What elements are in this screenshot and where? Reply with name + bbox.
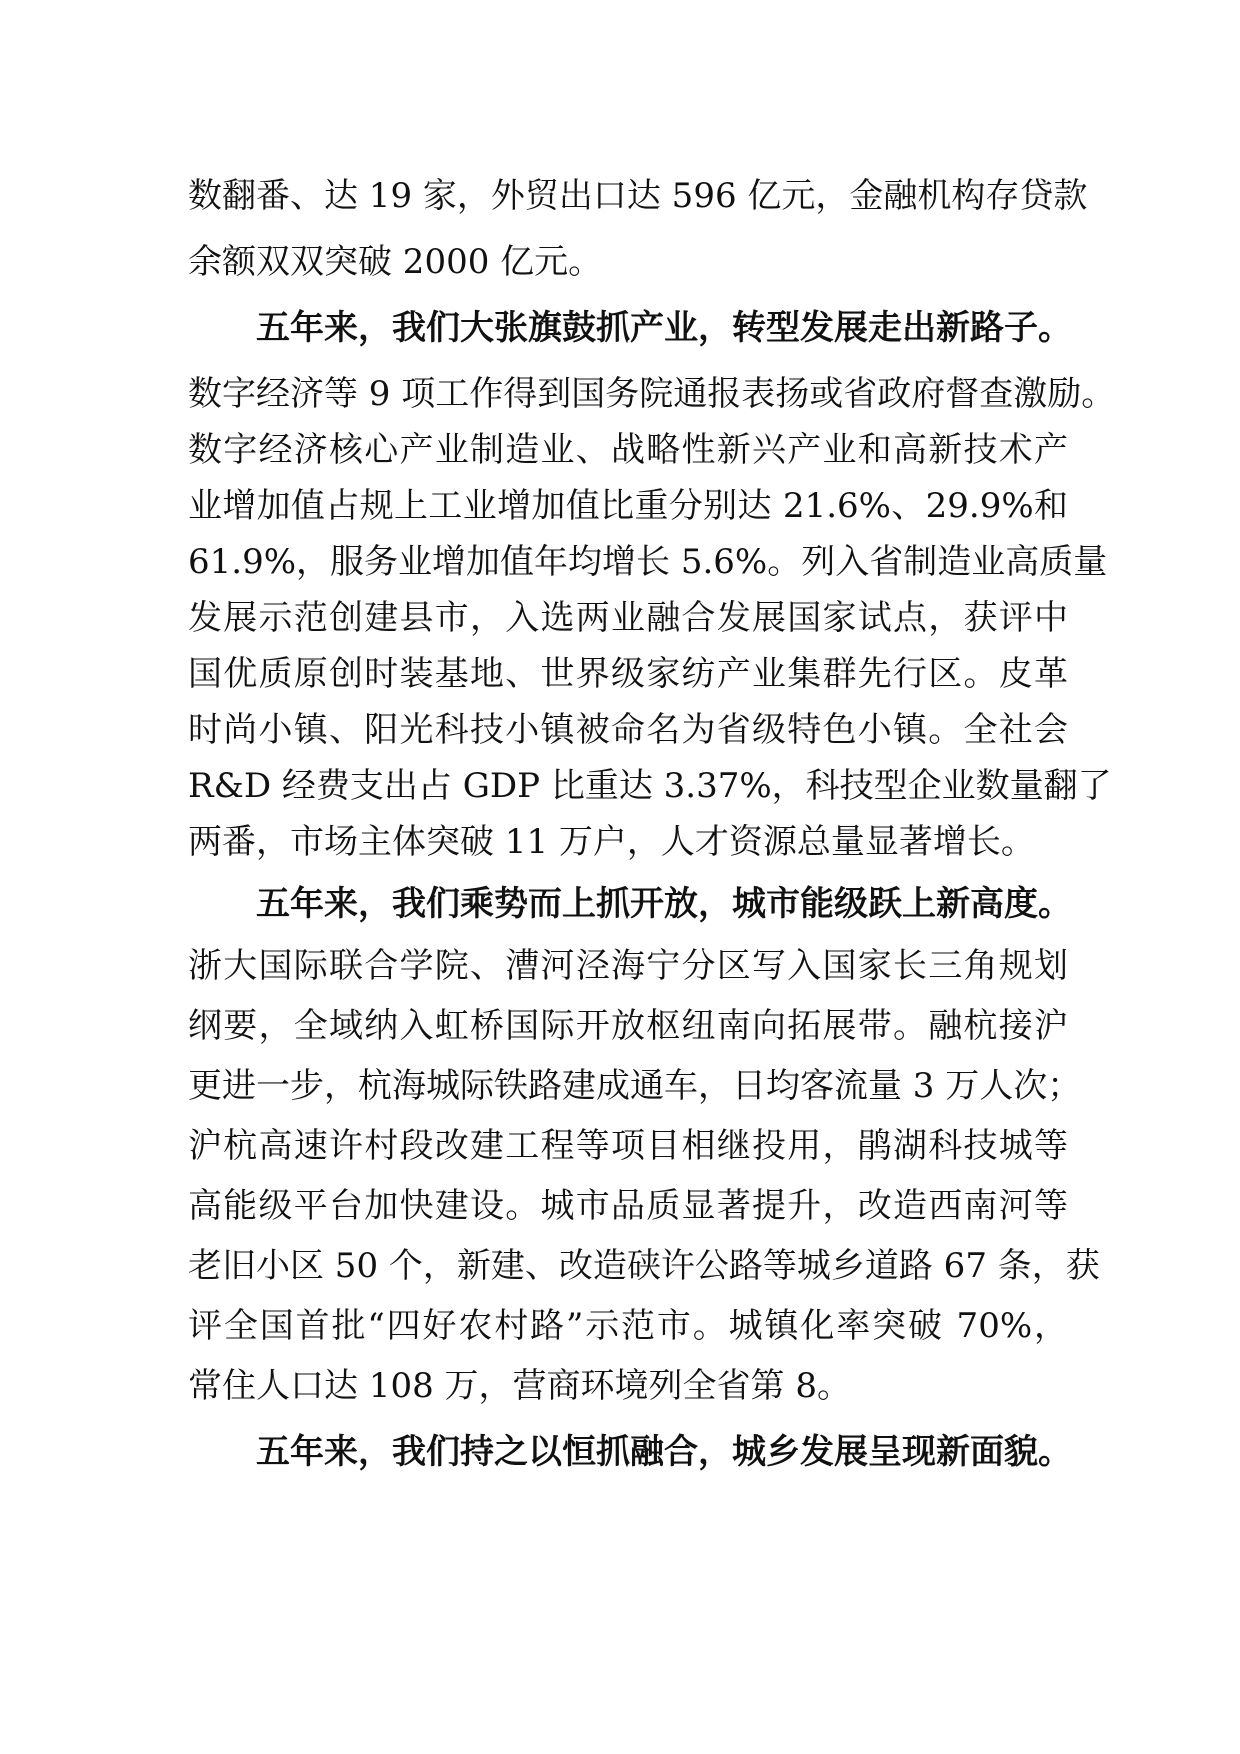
body-line: 老旧小区 50 个，新建、改造硖许公路等城乡道路 67 条，获 — [188, 1246, 1100, 1286]
body-line: 时尚小镇、阳光科技小镇被命名为省级特色小镇。全社会 — [188, 710, 1068, 750]
body-line: 高能级平台加快建设。城市品质显著提升，改造西南河等 — [188, 1186, 1068, 1226]
body-line: 数翻番、达 19 家，外贸出口达 596 亿元，金融机构存贷款 — [188, 176, 1088, 216]
body-line: 更进一步，杭海城际铁路建成通车，日均客流量 3 万人次； — [188, 1066, 1082, 1106]
section-heading: 五年来，我们大张旗鼓抓产业，转型发展走出新路子。 — [256, 308, 1072, 348]
body-line: 纲要，全域纳入虹桥国际开放枢纽南向拓展带。融杭接沪 — [188, 1006, 1068, 1046]
body-line: 数字经济核心产业制造业、战略性新兴产业和高新技术产 — [188, 430, 1068, 470]
body-line: 评全国首批“四好农村路”示范市。城镇化率突破 70%， — [188, 1306, 1068, 1346]
body-line: 业增加值占规上工业增加值比重分别达 21.6%、29.9%和 — [188, 486, 1068, 526]
body-line: 常住人口达 108 万，营商环境列全省第 8。 — [188, 1366, 851, 1406]
body-line: 数字经济等 9 项工作得到国务院通报表扬或省政府督查激励。 — [188, 374, 1116, 414]
body-line: 浙大国际联合学院、漕河泾海宁分区写入国家长三角规划 — [188, 946, 1068, 986]
body-line: 余额双双突破 2000 亿元。 — [188, 242, 603, 282]
body-line: 沪杭高速许村段改建工程等项目相继投用，鹃湖科技城等 — [188, 1126, 1068, 1166]
body-line: 国优质原创时装基地、世界级家纺产业集群先行区。皮革 — [188, 654, 1068, 694]
body-line: 发展示范创建县市，入选两业融合发展国家试点，获评中 — [188, 598, 1068, 638]
section-heading: 五年来，我们乘势而上抓开放，城市能级跃上新高度。 — [256, 884, 1072, 924]
body-line: 两番，市场主体突破 11 万户，人才资源总量显著增长。 — [188, 822, 1035, 862]
body-line: R&D 经费支出占 GDP 比重达 3.37%，科技型企业数量翻了 — [188, 766, 1112, 806]
section-heading: 五年来，我们持之以恒抓融合，城乡发展呈现新面貌。 — [256, 1432, 1072, 1472]
body-line: 61.9%，服务业增加值年均增长 5.6%。列入省制造业高质量 — [188, 542, 1108, 582]
